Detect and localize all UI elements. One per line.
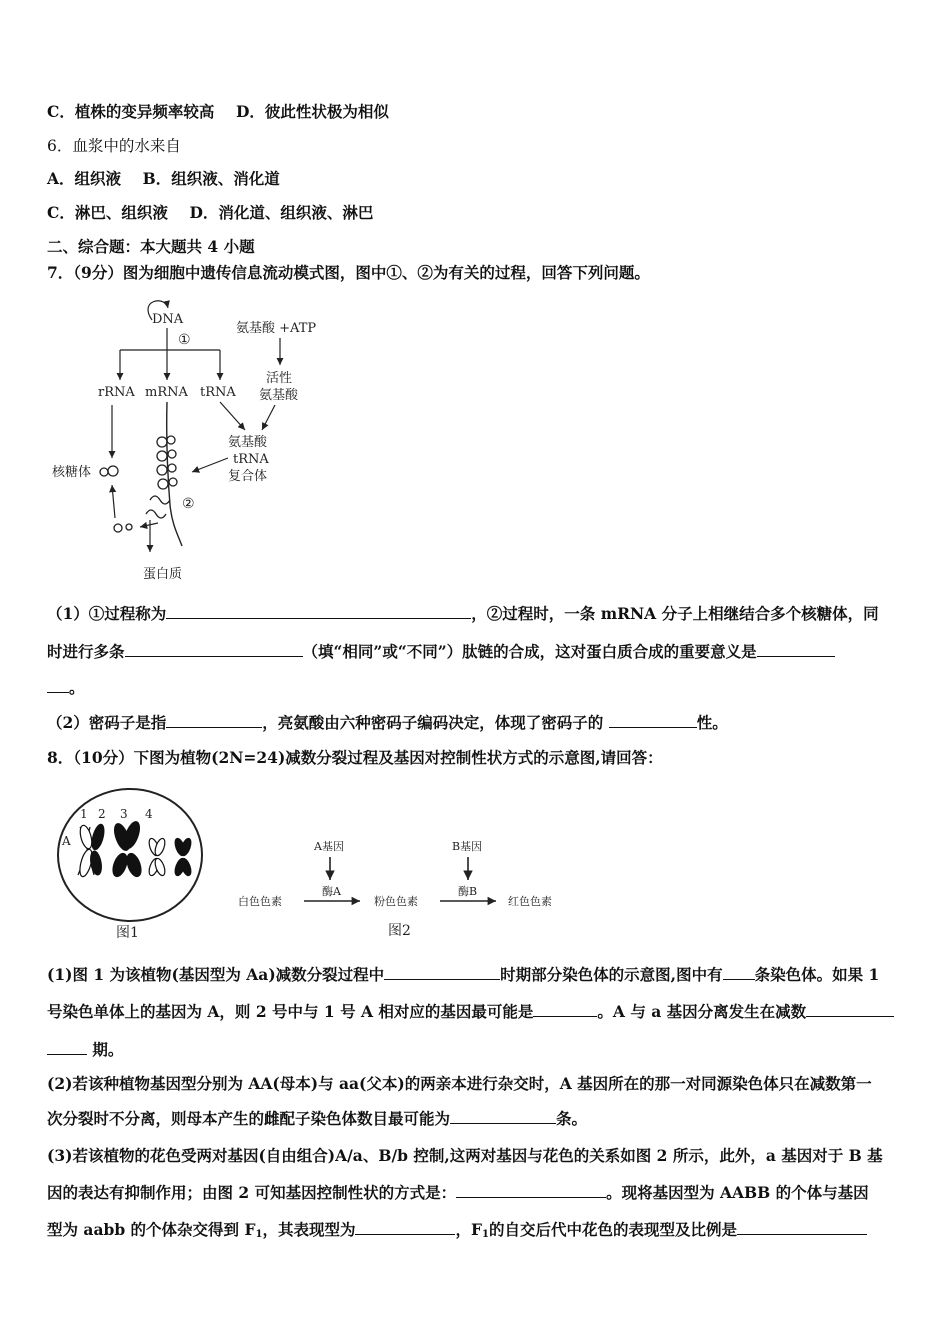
q8-s3-text-g: 的自交后代中花色的表现型及比例是 [488, 1220, 737, 1239]
q7-part1-line1 [47, 604, 879, 624]
dna-label: DNA [152, 312, 184, 327]
figure2-pathway [230, 835, 580, 945]
q7-p1-text-e: 。 [69, 678, 85, 697]
q8-s2-line2 [47, 1109, 587, 1129]
figure2-caption: 图2 [388, 923, 411, 939]
complex-label-3: 复合体 [228, 469, 268, 484]
q8-s1-line3 [47, 1040, 123, 1060]
active-aa-label-2: 氨基酸 [259, 388, 299, 403]
figure1-chromosomes [50, 785, 215, 945]
q8-s3-line3 [47, 1220, 867, 1245]
q8-s1-text-f: 期。 [92, 1040, 124, 1059]
to-complex-arrow [262, 405, 275, 430]
q8-s2-text-c: 条。 [556, 1109, 588, 1128]
q6-option-b: B．组织液、消化道 [142, 169, 280, 188]
mrna-strand [167, 402, 182, 546]
trna-label: tRNA [200, 385, 236, 400]
q8-s3-text-d: 型为 aabb 的个体杂交得到 F [47, 1220, 256, 1239]
recycle-arrow [112, 485, 115, 518]
white-pigment: 白色色素 [238, 895, 282, 908]
answer-blank-codon-property[interactable] [609, 713, 697, 728]
enzyme-a-label: 酶A [322, 885, 341, 898]
q8-stem: 8．（10分）下图为植物(2N=24)减数分裂过程及基因对控制性状方式的示意图,请回答： [47, 748, 663, 767]
step2-label: ② [182, 496, 195, 512]
q6-option-a: A．组织液 [47, 169, 122, 188]
q8-s1-line2 [47, 1002, 894, 1022]
q8-s1-text-d: 号染色单体上的基因为 A，则 2 号中与 1 号 A 相对应的基因最可能是 [47, 1002, 534, 1021]
chromosome-pair-2 [110, 820, 193, 879]
answer-blank-ratio[interactable] [737, 1220, 867, 1235]
section-title: 二、综合题：本大题共 4 小题 [47, 237, 255, 256]
trna-to-complex-arrow [220, 402, 245, 430]
answer-blank-control-mode[interactable] [456, 1183, 606, 1198]
q6-options-ab [47, 169, 280, 189]
q7-p2-text-b: ，亮氨酸由六种密码子编码决定，体现了密码子的 [262, 713, 604, 732]
q7-p2-text-a: （2）密码子是指 [47, 713, 167, 732]
gene-b-node: B基因 [452, 840, 483, 853]
step1-label: ① [178, 332, 191, 348]
release-arrow [140, 523, 158, 527]
q8-s3-text-b: 因的表达有抑制作用；由图 2 可知基因控制性状的方式是： [47, 1183, 457, 1202]
answer-blank-codon[interactable] [166, 713, 262, 728]
polysome-icon [146, 436, 177, 518]
q8-s3-line1: (3)若该植物的花色受两对基因(自由组合)A/a、B/b 控制,这两对基因与花色的关系如图 2 所示，此外，a 基因对于 B 基 [47, 1146, 883, 1165]
gene-a-label: A [62, 834, 71, 848]
answer-blank-chromosome-count[interactable] [723, 965, 755, 980]
complex-label-1: 氨基酸 [228, 435, 268, 450]
q7-stem: 7．（9分）图为细胞中遗传信息流动模式图，图中①、②为有关的过程，回答下列问题。 [47, 263, 650, 282]
q7-part1-line2 [47, 642, 835, 662]
protein-label: 蛋白质 [143, 567, 183, 582]
q8-s3-text-f: ，F [455, 1220, 482, 1239]
gene-a-node: A基因 [314, 840, 344, 853]
gene-expression-diagram [40, 290, 350, 590]
answer-blank-gene[interactable] [533, 1002, 597, 1017]
q8-s1-line1 [47, 965, 879, 985]
active-aa-label-1: 活性 [266, 371, 293, 386]
q7-part1-line3 [47, 678, 85, 698]
pink-pigment: 粉色色素 [374, 895, 418, 908]
f1-subscript-2: 1 [481, 1229, 489, 1240]
q6-stem: 6．血浆中的水来自 [47, 137, 181, 155]
free-subunits-icon [114, 524, 132, 532]
chromosome-pair-1 [78, 823, 107, 878]
complex-label-2: tRNA [233, 452, 269, 467]
q8-s1-text-a: (1)图 1 为该植物(基因型为 Aa)减数分裂过程中 [47, 965, 385, 984]
mrna-label: mRNA [145, 385, 188, 400]
q5-option-d: D．彼此性状极为相似 [235, 102, 389, 121]
q5-option-c: C．植株的变异频率较高 [47, 102, 215, 121]
q6-options-cd [47, 203, 373, 223]
q6-option-d: D．消化道、组织液、淋巴 [189, 203, 374, 222]
ribosome-label: 核糖体 [52, 465, 92, 480]
answer-blank-significance[interactable] [757, 642, 835, 657]
q7-p1-text-d: （填“相同”或“不同”）肽链的合成，这对蛋白质合成的重要意义是 [302, 642, 757, 661]
chromatid-label-3: 3 [120, 807, 128, 821]
answer-blank-significance-cont[interactable] [47, 678, 69, 693]
answer-blank-phase[interactable] [384, 965, 500, 980]
q8-s2-line1: (2)若该种植物基因型分别为 AA(母本)与 aa(父本)的两亲本进行杂交时，A 基因所在的那一对同源染色体只在减数第一 [47, 1074, 872, 1093]
rrna-label: rRNA [98, 385, 135, 400]
q8-s3-line2 [47, 1183, 869, 1203]
q8-s3-text-e: ，其表现型为 [262, 1220, 356, 1239]
q8-s1-text-e: 。A 与 a 基因分离发生在减数 [597, 1002, 807, 1021]
q8-s2-text-b: 次分裂时不分离，则母本产生的雌配子染色体数目最可能为 [47, 1109, 451, 1128]
q7-part2 [47, 713, 728, 733]
q8-s3-text-c: 。现将基因型为 AABB 的个体与基因 [606, 1183, 869, 1202]
q8-s1-text-c: 条染色体。如果 1 [754, 965, 880, 984]
q7-p1-text-a: （1）①过程称为 [47, 604, 167, 623]
q7-p2-text-c: 性。 [696, 713, 728, 732]
q7-p1-text-c: 时进行多条 [47, 642, 125, 661]
answer-blank-meiosis-cont[interactable] [47, 1040, 87, 1055]
q8-s1-text-b: 时期部分染色体的示意图,图中有 [500, 965, 723, 984]
red-pigment: 红色色素 [508, 895, 552, 908]
q7-p1-text-b: ，②过程时，一条 mRNA 分子上相继结合多个核糖体，同 [471, 604, 879, 623]
q6-option-c: C．淋巴、组织液 [47, 203, 168, 222]
q5-options [47, 102, 389, 122]
chromatid-label-2: 2 [98, 807, 106, 821]
chromatid-label-1: 1 [80, 807, 88, 821]
complex-to-mrna-arrow [192, 458, 228, 472]
answer-blank-phenotype[interactable] [355, 1220, 455, 1235]
ribosome-icon [100, 466, 118, 476]
f1-subscript: 1 [255, 1229, 263, 1240]
figure1-caption: 图1 [116, 925, 139, 941]
chromatid-label-4: 4 [145, 807, 153, 821]
answer-blank-process1[interactable] [166, 604, 471, 619]
answer-blank-meiosis[interactable] [806, 1002, 894, 1017]
answer-blank-same-different[interactable] [125, 642, 303, 657]
answer-blank-gamete-count[interactable] [450, 1109, 556, 1124]
enzyme-b-label: 酶B [458, 885, 478, 898]
aa-atp-label: 氨基酸 +ATP [236, 321, 317, 336]
